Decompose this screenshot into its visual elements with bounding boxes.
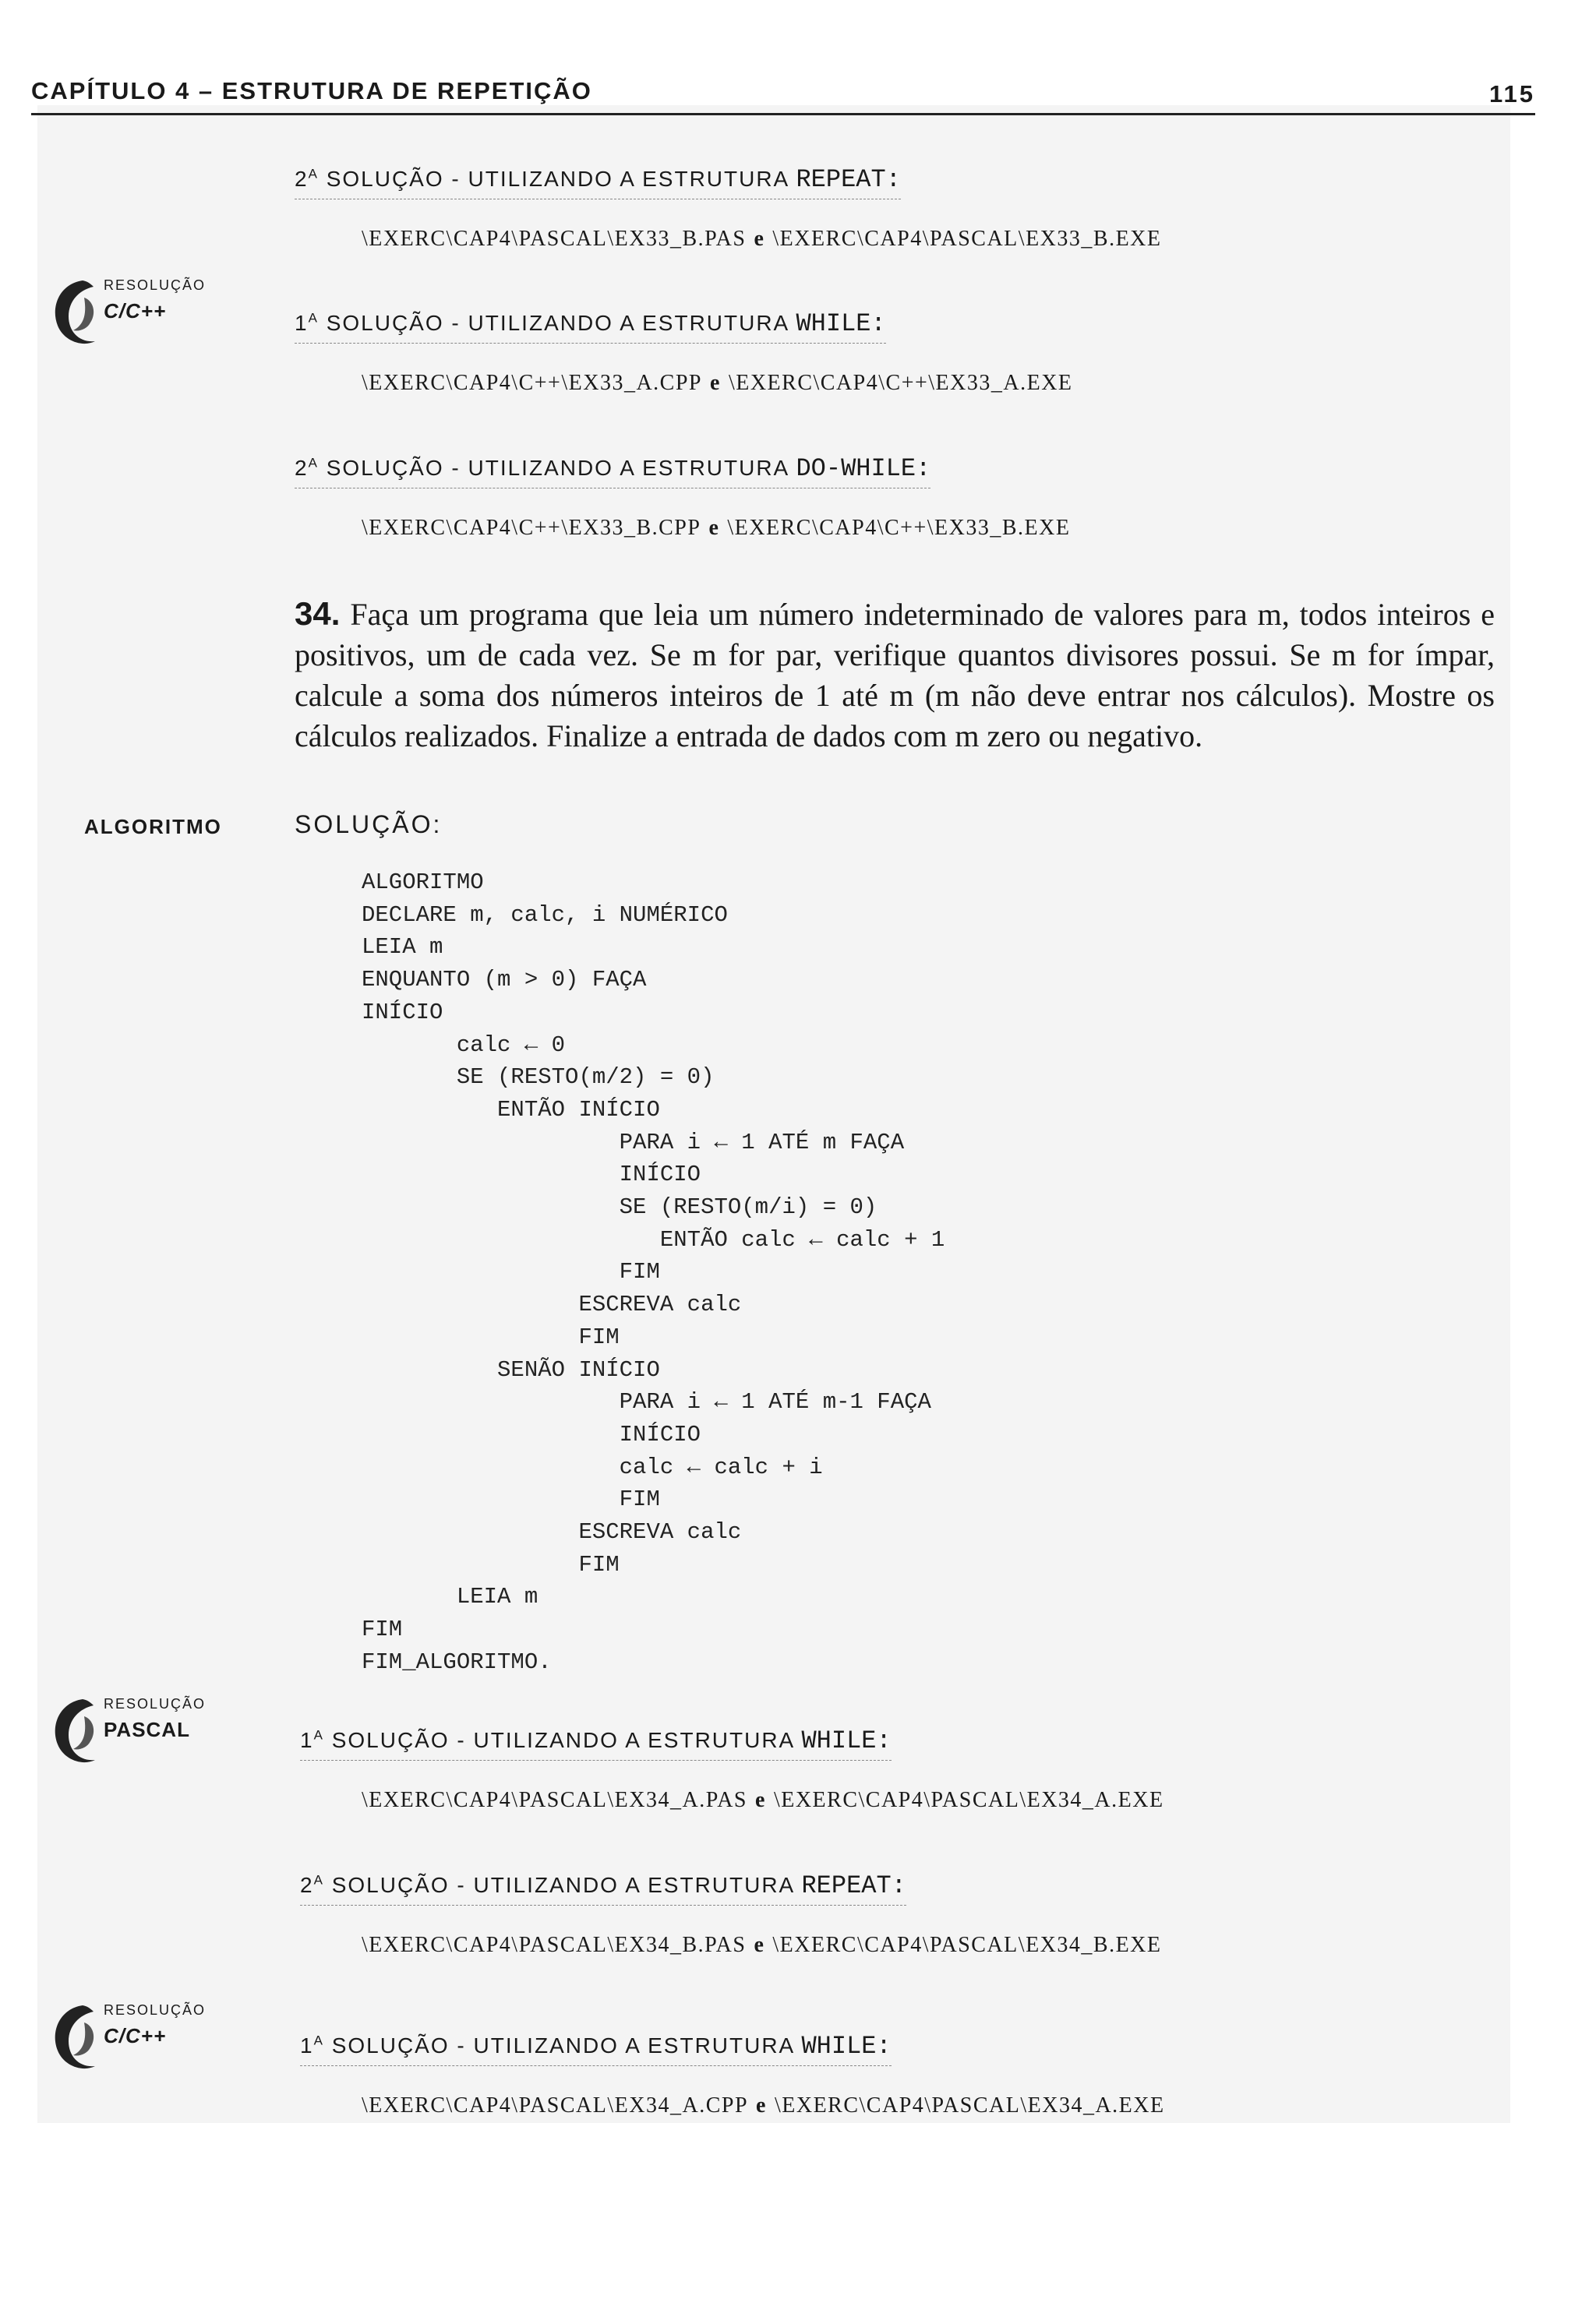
file-line	[362, 1788, 1164, 1813]
solution-heading	[295, 309, 886, 344]
chapter-title: CAPÍTULO 4 – ESTRUTURA DE REPETIÇÃO	[31, 77, 592, 104]
ordinal: 1	[295, 311, 309, 335]
source-file: \EXERC\CAP4\PASCAL\EX33_B.PAS	[362, 227, 747, 251]
badge-language: C/C++	[104, 2024, 167, 2047]
badge-language: PASCAL	[104, 1718, 190, 1741]
swirl-icon	[45, 1693, 108, 1771]
exe-file: \EXERC\CAP4\PASCAL\EX34_B.EXE	[772, 1933, 1162, 1957]
file-line	[362, 227, 1162, 252]
file-line	[362, 2093, 1165, 2118]
ordinal: 1	[300, 1728, 314, 1752]
heading-keyword: WHILE:	[796, 309, 886, 338]
exercise-statement	[295, 594, 1495, 756]
badge-label: RESOLUÇÃO	[104, 1696, 207, 1712]
file-line	[362, 1933, 1162, 1958]
swirl-icon	[45, 274, 108, 352]
exe-file: \EXERC\CAP4\C++\EX33_A.EXE	[728, 371, 1073, 395]
solution-heading	[300, 1871, 906, 1906]
conjunction: e	[710, 371, 721, 395]
conjunction: e	[754, 1933, 765, 1957]
resolution-badge-cpp	[45, 274, 207, 360]
heading-text: SOLUÇÃO - UTILIZANDO A ESTRUTURA	[318, 311, 796, 335]
exercise-text: Faça um programa que leia um número indeterminado de valores para m, todos inteiros e positivos, um de cada vez. Se m for par, verifique quantos divisores possui. Se m for ímpar, calcule a soma dos números inteiros de 1 até m (m não deve entrar nos cálculos). Mostre os cálculos realizados. Finalize a entrada de dados com m zero ou negativo.	[295, 597, 1495, 753]
source-file: \EXERC\CAP4\PASCAL\EX34_A.CPP	[362, 2093, 749, 2118]
algorithm-side-label: ALGORITMO	[84, 815, 222, 838]
heading-keyword: DO-WHILE:	[796, 454, 931, 483]
heading-keyword: WHILE:	[801, 1726, 892, 1755]
exe-file: \EXERC\CAP4\C++\EX33_B.EXE	[727, 516, 1071, 540]
page-header	[31, 74, 1535, 115]
file-line	[362, 516, 1070, 541]
solution-heading	[300, 2032, 892, 2066]
ordinal: 2	[295, 456, 309, 480]
ordinal-sup: A	[308, 455, 319, 471]
badge-label: RESOLUÇÃO	[104, 277, 207, 293]
heading-keyword: REPEAT:	[796, 165, 901, 194]
source-file: \EXERC\CAP4\PASCAL\EX34_B.PAS	[362, 1933, 747, 1957]
algorithm-code: ALGORITMO DECLARE m, calc, i NUMÉRICO LEIA m ENQUANTO (m > 0) FAÇA INÍCIO calc ← 0 SE (RESTO(m/2) = 0) ENTÃO INÍCIO PARA i ← 1 ATÉ m FAÇA INÍCIO SE (RESTO(m/i) = 0) ENTÃO calc ← calc + 1 FIM ESCREVA calc FIM SENÃO INÍCIO PARA i ← 1 ATÉ m-1 FAÇA INÍCIO calc ← calc + i FIM ESCREVA calc FIM LEIA m FIM FIM_ALGORITMO.	[362, 869, 945, 1675]
swirl-icon	[45, 1999, 108, 2077]
heading-keyword: WHILE:	[801, 2032, 892, 2061]
heading-text: SOLUÇÃO - UTILIZANDO A ESTRUTURA	[318, 167, 796, 191]
exe-file: \EXERC\CAP4\PASCAL\EX34_A.EXE	[774, 2093, 1165, 2118]
heading-text: SOLUÇÃO - UTILIZANDO A ESTRUTURA	[323, 1873, 802, 1897]
ordinal: 2	[300, 1873, 314, 1897]
resolution-badge-pascal	[45, 1693, 207, 1779]
source-file: \EXERC\CAP4\C++\EX33_B.CPP	[362, 516, 701, 540]
solution-heading	[295, 165, 901, 199]
page-number: 115	[1488, 80, 1535, 108]
heading-text: SOLUÇÃO - UTILIZANDO A ESTRUTURA	[323, 2033, 802, 2058]
source-file: \EXERC\CAP4\C++\EX33_A.CPP	[362, 371, 702, 395]
conjunction: e	[754, 227, 765, 251]
badge-language: C/C++	[104, 299, 167, 323]
exe-file: \EXERC\CAP4\PASCAL\EX34_A.EXE	[773, 1788, 1164, 1812]
file-line	[362, 371, 1073, 396]
conjunction: e	[756, 2093, 767, 2118]
heading-text: SOLUÇÃO - UTILIZANDO A ESTRUTURA	[323, 1728, 802, 1752]
resolution-badge-cpp	[45, 1999, 207, 2085]
ordinal-sup: A	[308, 166, 319, 182]
ordinal: 2	[295, 167, 309, 191]
conjunction: e	[755, 1788, 766, 1812]
ordinal-sup: A	[313, 1872, 324, 1888]
heading-keyword: REPEAT:	[801, 1871, 906, 1900]
badge-label: RESOLUÇÃO	[104, 2002, 207, 2018]
exe-file: \EXERC\CAP4\PASCAL\EX33_B.EXE	[772, 227, 1162, 251]
heading-text: SOLUÇÃO - UTILIZANDO A ESTRUTURA	[318, 456, 796, 480]
exercise-number: 34.	[295, 595, 341, 632]
ordinal-sup: A	[313, 1727, 324, 1743]
solution-heading	[300, 1726, 892, 1761]
conjunction: e	[708, 516, 720, 540]
ordinal: 1	[300, 2033, 314, 2058]
ordinal-sup: A	[313, 2033, 324, 2048]
ordinal-sup: A	[308, 310, 319, 326]
solution-label: SOLUÇÃO:	[295, 810, 443, 838]
solution-heading	[295, 454, 930, 488]
source-file: \EXERC\CAP4\PASCAL\EX34_A.PAS	[362, 1788, 747, 1812]
